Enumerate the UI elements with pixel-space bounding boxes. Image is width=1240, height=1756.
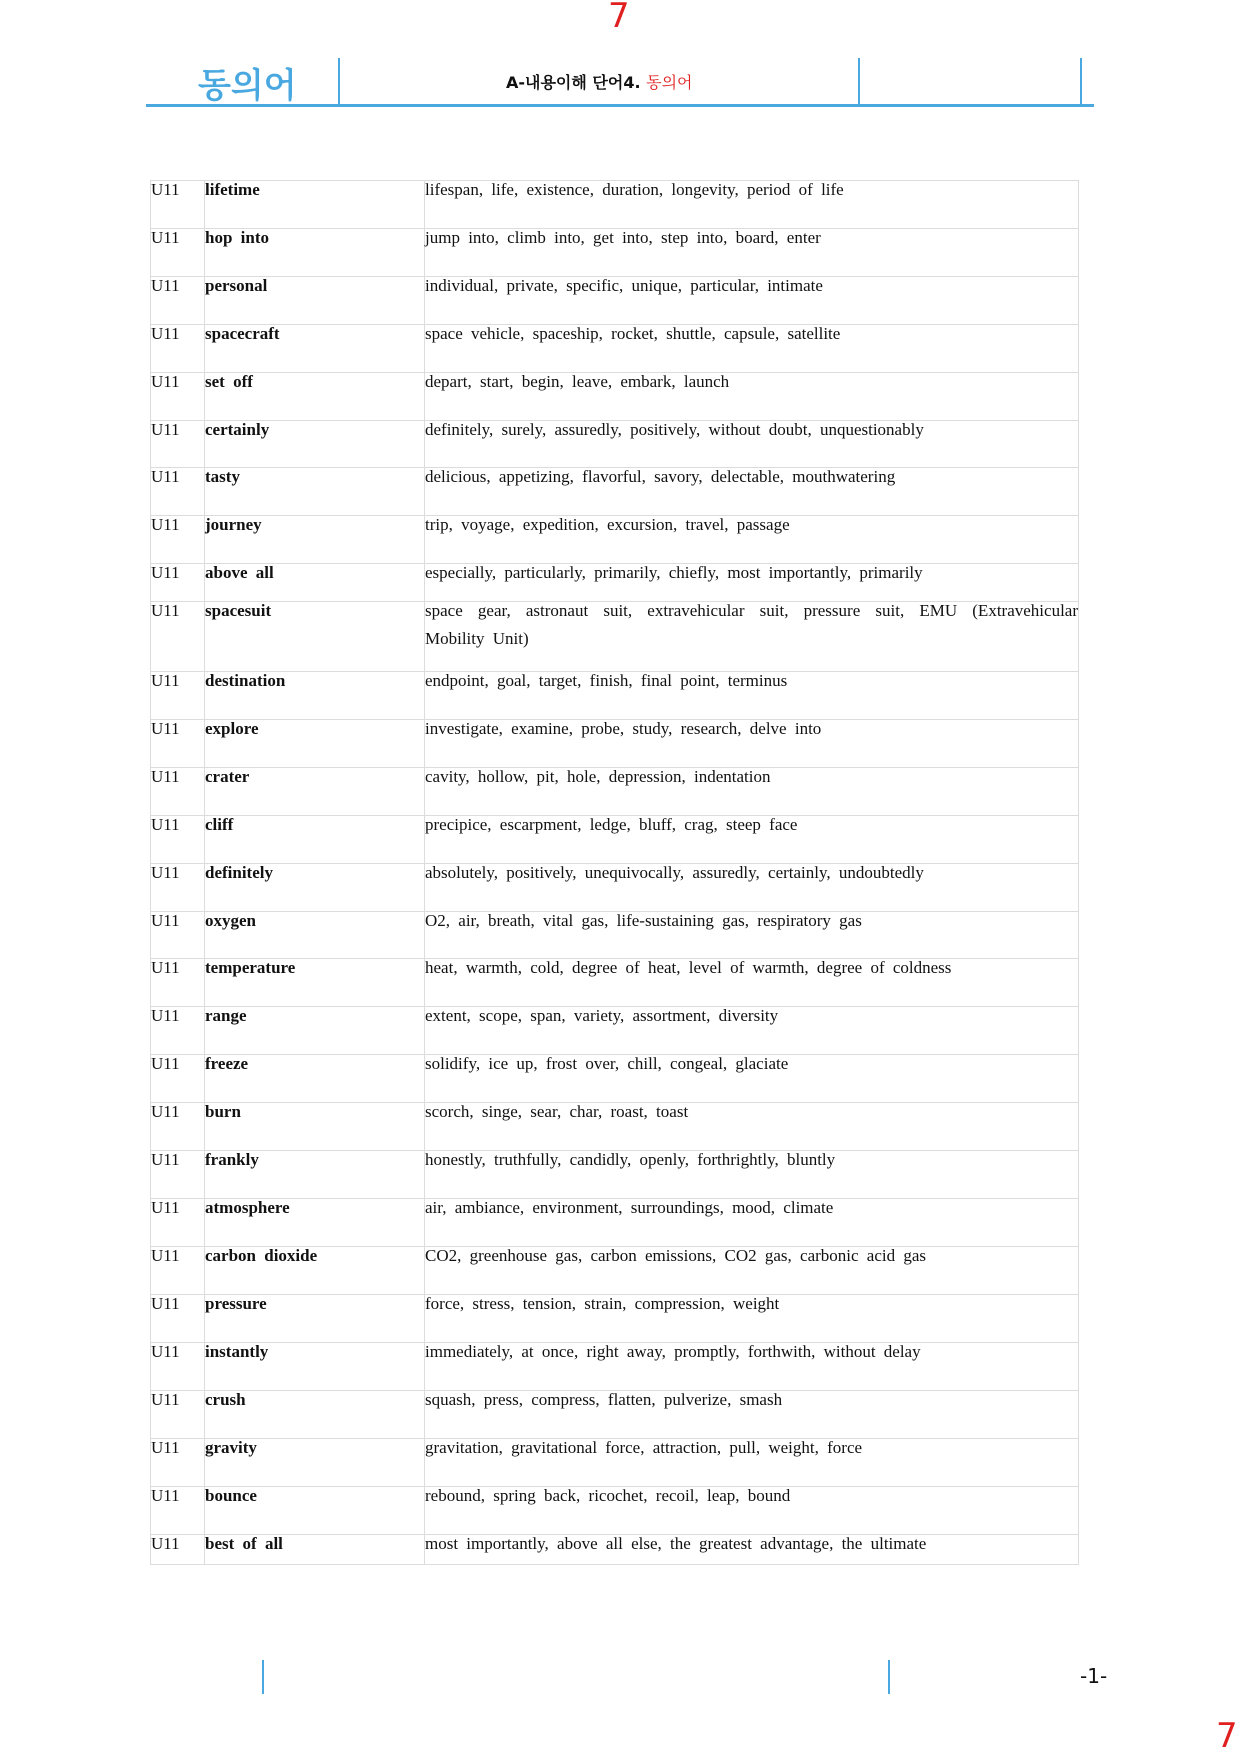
synonyms-cell [425, 672, 1079, 720]
unit-cell-text: U11 [151, 515, 180, 534]
footer-divider [888, 1660, 890, 1694]
synonyms-cell-text: precipice, escarpment, ledge, bluff, crag, steep face [425, 815, 798, 834]
table-row [151, 816, 1079, 864]
synonyms-cell-text: absolutely, positively, unequivocally, assuredly, certainly, undoubtedly [425, 863, 924, 882]
page-number: -1- [1080, 1664, 1108, 1688]
word-cell [205, 516, 425, 564]
table-row [151, 1439, 1079, 1487]
word-cell-text: atmosphere [205, 1198, 290, 1217]
word-cell [205, 1439, 425, 1487]
unit-cell [151, 1199, 205, 1247]
synonyms-cell-text: solidify, ice up, frost over, chill, congeal, glaciate [425, 1054, 789, 1073]
unit-cell [151, 1055, 205, 1103]
unit-cell [151, 1343, 205, 1391]
unit-cell [151, 421, 205, 468]
synonyms-cell [425, 1343, 1079, 1391]
synonyms-cell [425, 421, 1079, 468]
unit-cell-text: U11 [151, 180, 180, 199]
synonyms-cell-text: endpoint, goal, target, finish, final point, terminus [425, 671, 788, 690]
synonyms-cell-text: O2, air, breath, vital gas, life-sustaining gas, respiratory gas [425, 911, 862, 930]
synonyms-cell [425, 564, 1079, 602]
synonyms-cell-text: individual, private, specific, unique, particular, intimate [425, 276, 823, 295]
word-cell-text: pressure [205, 1294, 267, 1313]
table-row [151, 959, 1079, 1007]
unit-cell-text: U11 [151, 1294, 180, 1313]
synonym-table [150, 180, 1079, 1565]
table-row [151, 1007, 1079, 1055]
unit-cell [151, 1535, 205, 1565]
word-cell-text: set off [205, 372, 253, 391]
synonyms-cell [425, 325, 1079, 373]
synonyms-cell-text: delicious, appetizing, flavorful, savory, delectable, mouthwatering [425, 467, 896, 486]
word-cell-text: lifetime [205, 180, 260, 199]
unit-cell [151, 1391, 205, 1439]
word-cell-text: bounce [205, 1486, 257, 1505]
word-cell [205, 602, 425, 672]
unit-cell-text: U11 [151, 1342, 180, 1361]
table-row [151, 1103, 1079, 1151]
unit-cell [151, 564, 205, 602]
unit-cell [151, 1007, 205, 1055]
unit-cell [151, 720, 205, 768]
unit-cell-text: U11 [151, 324, 180, 343]
unit-cell-text: U11 [151, 1198, 180, 1217]
word-cell-text: cliff [205, 815, 234, 834]
word-cell-text: oxygen [205, 911, 256, 930]
synonyms-cell [425, 516, 1079, 564]
unit-cell [151, 1151, 205, 1199]
word-cell-text: crush [205, 1390, 246, 1409]
word-cell-text: spacesuit [205, 601, 272, 620]
unit-cell [151, 602, 205, 672]
table-row [151, 912, 1079, 959]
word-cell [205, 181, 425, 229]
word-cell-text: crater [205, 767, 250, 786]
table-row [151, 468, 1079, 516]
word-cell-text: hop into [205, 228, 269, 247]
word-cell-text: above all [205, 563, 274, 582]
unit-cell [151, 1103, 205, 1151]
synonyms-cell [425, 720, 1079, 768]
synonyms-cell-text: definitely, surely, assuredly, positively, without doubt, unquestionably [425, 420, 924, 439]
header-subtitle-prefix: A-내용이해 단어4. [506, 73, 641, 92]
page-footer [0, 1656, 1240, 1696]
unit-cell-text: U11 [151, 1150, 180, 1169]
word-cell-text: personal [205, 276, 268, 295]
word-cell [205, 1343, 425, 1391]
word-cell [205, 1247, 425, 1295]
synonyms-cell-text: squash, press, compress, flatten, pulverize, smash [425, 1390, 783, 1409]
unit-cell [151, 816, 205, 864]
word-cell [205, 1103, 425, 1151]
word-cell [205, 1199, 425, 1247]
synonyms-cell-text: air, ambiance, environment, surroundings, mood, climate [425, 1198, 834, 1217]
synonyms-cell-text: space gear, astronaut suit, extravehicular suit, pressure suit, EMU (Extravehicular Mobility Unit) [425, 601, 1078, 648]
synonyms-cell [425, 1151, 1079, 1199]
word-cell-text: explore [205, 719, 259, 738]
header-subtitle-highlight: 동의어 [646, 73, 693, 92]
synonyms-cell [425, 181, 1079, 229]
word-cell-text: journey [205, 515, 262, 534]
table-row [151, 277, 1079, 325]
unit-cell-text: U11 [151, 467, 180, 486]
word-cell [205, 325, 425, 373]
synonyms-cell [425, 1295, 1079, 1343]
unit-cell [151, 373, 205, 421]
synonyms-cell-text: extent, scope, span, variety, assortment, diversity [425, 1006, 779, 1025]
synonyms-cell [425, 468, 1079, 516]
word-cell [205, 912, 425, 959]
table-row [151, 672, 1079, 720]
table-row [151, 1391, 1079, 1439]
synonyms-cell-text: trip, voyage, expedition, excursion, travel, passage [425, 515, 790, 534]
unit-cell [151, 959, 205, 1007]
unit-cell [151, 181, 205, 229]
synonym-table-body [151, 181, 1079, 1565]
unit-cell-text: U11 [151, 671, 180, 690]
word-cell-text: burn [205, 1102, 241, 1121]
word-cell-text: definitely [205, 863, 273, 882]
word-cell [205, 1535, 425, 1565]
table-row [151, 1487, 1079, 1535]
word-cell [205, 959, 425, 1007]
table-row [151, 602, 1079, 672]
word-cell-text: certainly [205, 420, 270, 439]
header-divider [858, 58, 860, 104]
unit-cell-text: U11 [151, 420, 180, 439]
unit-cell-text: U11 [151, 863, 180, 882]
table-row [151, 720, 1079, 768]
unit-cell [151, 1247, 205, 1295]
unit-cell-text: U11 [151, 601, 180, 620]
word-cell [205, 1295, 425, 1343]
table-row [151, 864, 1079, 912]
header-divider [338, 58, 340, 104]
table-row [151, 1535, 1079, 1565]
word-cell [205, 1007, 425, 1055]
unit-cell-text: U11 [151, 1102, 180, 1121]
top-page-marker: 7 [608, 0, 630, 36]
word-cell-text: spacecraft [205, 324, 280, 343]
footer-divider [262, 1660, 264, 1694]
synonyms-cell [425, 1199, 1079, 1247]
synonyms-cell-text: rebound, spring back, ricochet, recoil, leap, bound [425, 1486, 791, 1505]
synonyms-cell [425, 768, 1079, 816]
table-row [151, 229, 1079, 277]
word-cell-text: tasty [205, 467, 240, 486]
table-row [151, 1295, 1079, 1343]
word-cell-text: destination [205, 671, 286, 690]
word-cell [205, 421, 425, 468]
word-cell [205, 229, 425, 277]
synonyms-cell-text: most importantly, above all else, the greatest advantage, the ultimate [425, 1534, 927, 1553]
synonyms-cell-text: gravitation, gravitational force, attraction, pull, weight, force [425, 1438, 863, 1457]
table-row [151, 768, 1079, 816]
synonyms-cell-text: lifespan, life, existence, duration, longevity, period of life [425, 180, 844, 199]
unit-cell [151, 516, 205, 564]
synonyms-cell [425, 373, 1079, 421]
synonyms-cell [425, 602, 1079, 672]
table-row [151, 1151, 1079, 1199]
unit-cell [151, 768, 205, 816]
synonyms-cell-text: investigate, examine, probe, study, research, delve into [425, 719, 822, 738]
word-cell [205, 864, 425, 912]
synonyms-cell [425, 1055, 1079, 1103]
unit-cell [151, 1487, 205, 1535]
synonyms-cell [425, 229, 1079, 277]
table-row [151, 516, 1079, 564]
word-cell [205, 1487, 425, 1535]
unit-cell-text: U11 [151, 815, 180, 834]
synonyms-cell [425, 1391, 1079, 1439]
word-cell [205, 277, 425, 325]
unit-cell [151, 277, 205, 325]
word-cell [205, 1391, 425, 1439]
word-cell [205, 468, 425, 516]
unit-cell-text: U11 [151, 1486, 180, 1505]
synonyms-cell [425, 959, 1079, 1007]
table-row [151, 1343, 1079, 1391]
unit-cell [151, 672, 205, 720]
table-row [151, 325, 1079, 373]
synonyms-cell-text: CO2, greenhouse gas, carbon emissions, CO2 gas, carbonic acid gas [425, 1246, 927, 1265]
synonyms-cell [425, 1439, 1079, 1487]
word-cell-text: frankly [205, 1150, 259, 1169]
synonyms-cell-text: heat, warmth, cold, degree of heat, level of warmth, degree of coldness [425, 958, 952, 977]
unit-cell-text: U11 [151, 372, 180, 391]
synonyms-cell-text: honestly, truthfully, candidly, openly, forthrightly, bluntly [425, 1150, 836, 1169]
synonyms-cell [425, 816, 1079, 864]
synonyms-cell-text: jump into, climb into, get into, step into, board, enter [425, 228, 821, 247]
unit-cell-text: U11 [151, 1438, 180, 1457]
word-cell-text: gravity [205, 1438, 257, 1457]
table-row [151, 373, 1079, 421]
synonyms-cell-text: force, stress, tension, strain, compression, weight [425, 1294, 780, 1313]
word-cell [205, 672, 425, 720]
word-cell [205, 720, 425, 768]
unit-cell [151, 229, 205, 277]
synonyms-cell [425, 1487, 1079, 1535]
synonyms-cell-text: especially, particularly, primarily, chiefly, most importantly, primarily [425, 563, 923, 582]
synonyms-cell-text: space vehicle, spaceship, rocket, shuttle, capsule, satellite [425, 324, 841, 343]
synonyms-cell [425, 277, 1079, 325]
word-cell [205, 1151, 425, 1199]
synonyms-cell [425, 1535, 1079, 1565]
table-row [151, 1055, 1079, 1103]
word-cell [205, 1055, 425, 1103]
unit-cell-text: U11 [151, 276, 180, 295]
word-cell [205, 768, 425, 816]
word-cell-text: temperature [205, 958, 296, 977]
header-subtitle [506, 70, 693, 93]
unit-cell-text: U11 [151, 228, 180, 247]
corner-page-marker: 7 [1216, 1716, 1238, 1756]
unit-cell [151, 1295, 205, 1343]
synonyms-cell [425, 864, 1079, 912]
header-title: 동의어 [198, 66, 297, 106]
table-row [151, 1199, 1079, 1247]
unit-cell-text: U11 [151, 563, 180, 582]
word-cell-text: instantly [205, 1342, 269, 1361]
unit-cell-text: U11 [151, 1006, 180, 1025]
word-cell-text: best of all [205, 1534, 283, 1553]
word-cell-text: range [205, 1006, 247, 1025]
synonyms-cell-text: scorch, singe, sear, char, roast, toast [425, 1102, 689, 1121]
unit-cell [151, 912, 205, 959]
unit-cell [151, 1439, 205, 1487]
synonyms-cell-text: cavity, hollow, pit, hole, depression, indentation [425, 767, 771, 786]
table-row [151, 1247, 1079, 1295]
unit-cell [151, 468, 205, 516]
unit-cell-text: U11 [151, 1246, 180, 1265]
word-cell-text: carbon dioxide [205, 1246, 318, 1265]
unit-cell-text: U11 [151, 1390, 180, 1409]
unit-cell-text: U11 [151, 958, 180, 977]
synonyms-cell [425, 912, 1079, 959]
word-cell [205, 816, 425, 864]
unit-cell-text: U11 [151, 1534, 180, 1553]
header-divider [1080, 58, 1082, 104]
synonyms-cell [425, 1007, 1079, 1055]
unit-cell [151, 864, 205, 912]
unit-cell-text: U11 [151, 767, 180, 786]
word-cell [205, 564, 425, 602]
synonyms-cell [425, 1247, 1079, 1295]
word-cell [205, 373, 425, 421]
table-row [151, 421, 1079, 468]
unit-cell-text: U11 [151, 719, 180, 738]
unit-cell-text: U11 [151, 911, 180, 930]
synonyms-cell [425, 1103, 1079, 1151]
unit-cell [151, 325, 205, 373]
word-cell-text: freeze [205, 1054, 249, 1073]
synonyms-cell-text: depart, start, begin, leave, embark, launch [425, 372, 730, 391]
table-row [151, 181, 1079, 229]
page-header [146, 56, 1094, 107]
unit-cell-text: U11 [151, 1054, 180, 1073]
synonyms-cell-text: immediately, at once, right away, promptly, forthwith, without delay [425, 1342, 921, 1361]
table-row [151, 564, 1079, 602]
